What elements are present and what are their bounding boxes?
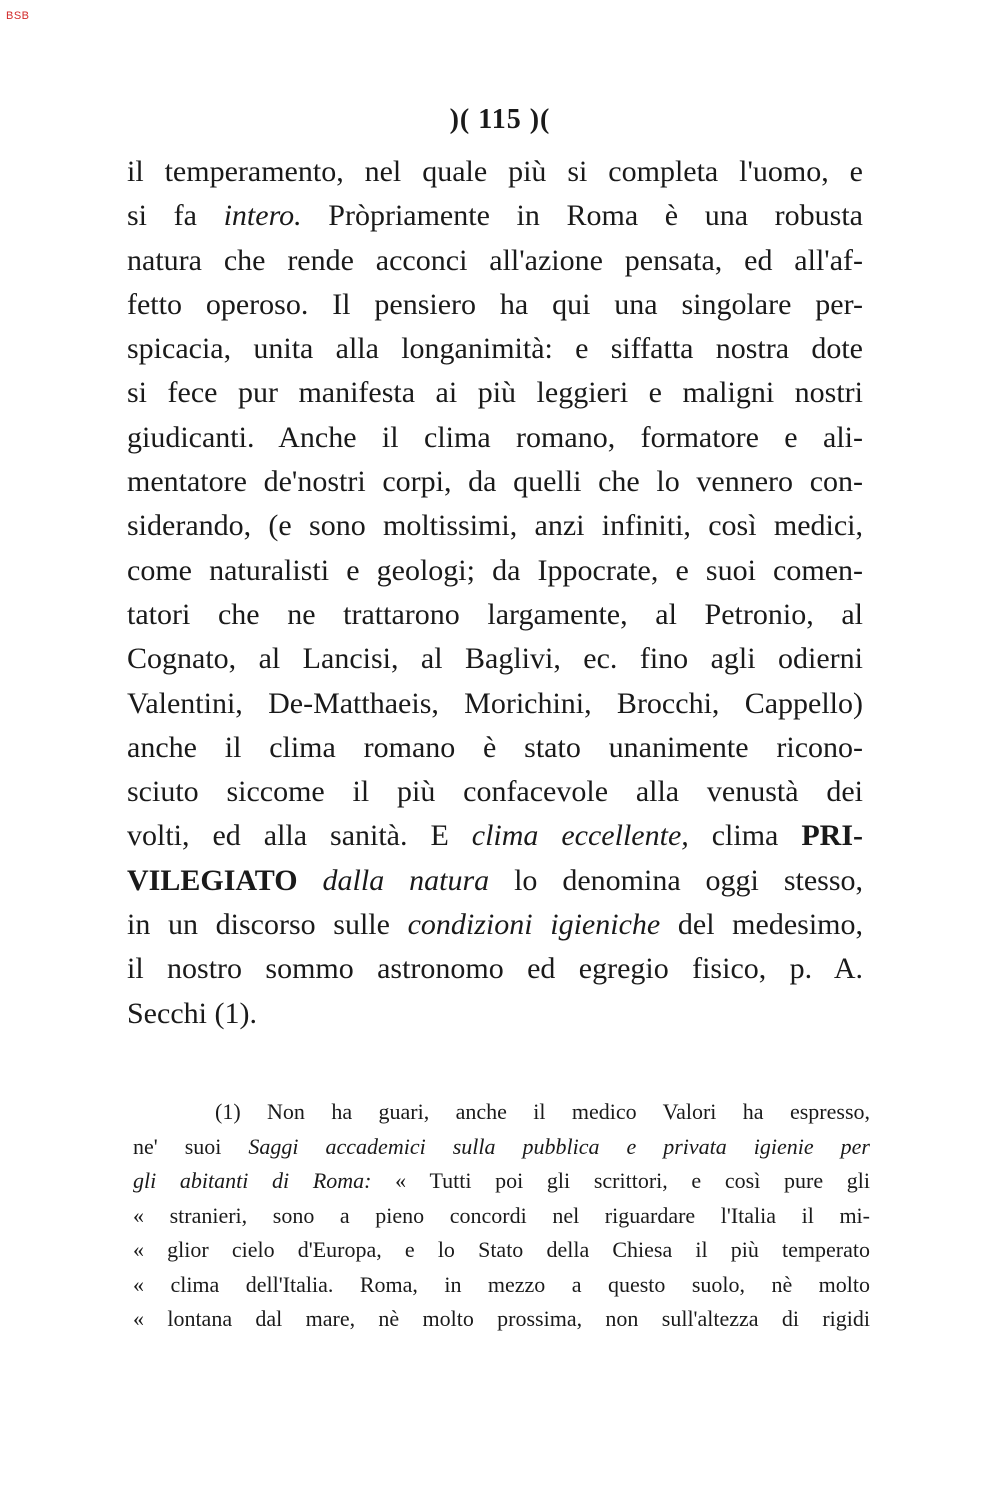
footnote-line bbox=[133, 1233, 870, 1268]
text-segment: clima eccellente, bbox=[471, 819, 689, 853]
text-segment: lo denomina oggi stesso, bbox=[489, 863, 863, 897]
text-segment: « Tutti poi gli scrittori, e così pure gli bbox=[371, 1168, 870, 1193]
text-line bbox=[127, 637, 863, 681]
text-segment: « clima dell'Italia. Roma, in mezzo a questo suolo, nè molto bbox=[133, 1271, 870, 1297]
text-segment: volti, ed alla sanità. E bbox=[127, 819, 472, 853]
footnote-line bbox=[133, 1095, 870, 1130]
main-text-block bbox=[127, 150, 863, 1036]
text-line bbox=[127, 903, 863, 947]
text-segment: gli abitanti di Roma: bbox=[133, 1168, 372, 1193]
text-segment: giudicanti. Anche il clima romano, formatore e ali- bbox=[127, 420, 863, 454]
text-segment: si fa bbox=[127, 199, 224, 233]
text-line bbox=[127, 814, 863, 858]
text-line bbox=[127, 549, 863, 593]
text-segment: natura che rende acconci all'azione pensata, ed all'af- bbox=[127, 243, 863, 277]
text-segment: VILEGIATO bbox=[127, 863, 298, 897]
text-segment: clima bbox=[688, 819, 802, 853]
text-segment: anche il clima romano è stato unanimente ricono- bbox=[127, 730, 863, 764]
footnote-block bbox=[133, 1095, 870, 1337]
text-segment: ne' suoi bbox=[133, 1133, 249, 1159]
text-segment: intero. bbox=[223, 199, 302, 233]
text-segment: Cognato, al Lancisi, al Baglivi, ec. fino agli odierni bbox=[127, 642, 863, 676]
text-segment: spicacia, unita alla longanimità: e siffatta nostra dote bbox=[127, 332, 863, 366]
text-segment: come naturalisti e geologi; da Ippocrate, e suoi comen- bbox=[127, 553, 863, 587]
text-segment bbox=[298, 864, 323, 897]
footnote-line bbox=[133, 1268, 870, 1303]
text-segment: Pròpriamente in Roma è una robusta bbox=[301, 199, 863, 233]
text-segment: tatori che ne trattarono largamente, al Petronio, al bbox=[127, 597, 863, 631]
text-line bbox=[127, 150, 863, 194]
text-line bbox=[127, 682, 863, 726]
text-line bbox=[127, 504, 863, 548]
text-line bbox=[127, 371, 863, 415]
text-line bbox=[127, 593, 863, 637]
text-line bbox=[127, 947, 863, 991]
text-segment: il temperamento, nel quale più si completa l'uomo, e bbox=[127, 155, 863, 188]
text-segment: fetto operoso. Il pensiero ha qui una singolare per- bbox=[127, 287, 863, 321]
footnote-line bbox=[133, 1164, 870, 1199]
text-segment: siderando, (e sono moltissimi, anzi infiniti, così medici, bbox=[127, 509, 863, 543]
text-line bbox=[127, 327, 863, 371]
text-segment: dalla natura bbox=[322, 863, 490, 897]
text-segment: mentatore de'nostri corpi, da quelli che lo vennero con- bbox=[127, 465, 863, 499]
text-segment: (1) Non ha guari, anche il medico Valori ha espresso, bbox=[215, 1099, 870, 1124]
text-segment: il nostro sommo astronomo ed egregio fisico, p. A. bbox=[127, 952, 863, 986]
text-segment: Saggi accademici sulla pubblica e privata igienie per bbox=[248, 1133, 870, 1159]
text-line bbox=[127, 194, 863, 238]
text-line bbox=[127, 770, 863, 814]
text-segment: del medesimo, bbox=[660, 908, 863, 942]
text-segment: in un discorso sulle bbox=[127, 908, 408, 942]
text-line bbox=[127, 992, 863, 1036]
text-line bbox=[127, 726, 863, 770]
library-watermark: BSB bbox=[6, 10, 30, 22]
text-line bbox=[127, 239, 863, 283]
text-segment: sciuto siccome il più confacevole alla venustà dei bbox=[127, 775, 863, 809]
text-segment: « lontana dal mare, nè molto prossima, non sull'altezza di rigidi bbox=[133, 1306, 870, 1331]
text-segment: si fece pur manifesta ai più leggieri e maligni nostri bbox=[127, 376, 863, 410]
text-line bbox=[127, 283, 863, 327]
text-segment: Valentini, De-Matthaeis, Morichini, Brocchi, Cappello) bbox=[127, 686, 863, 720]
text-segment: PRI- bbox=[801, 819, 863, 853]
text-line bbox=[127, 416, 863, 460]
footnote-line bbox=[133, 1199, 870, 1234]
text-segment: « stranieri, sono a pieno concordi nel riguardare l'Italia il mi- bbox=[133, 1202, 870, 1228]
text-segment: « glior cielo d'Europa, e lo Stato della Chiesa il più temperato bbox=[133, 1237, 870, 1262]
text-segment: Secchi (1). bbox=[127, 996, 257, 1030]
page-number: )( 115 )( bbox=[449, 104, 551, 135]
footnote-line bbox=[133, 1302, 870, 1337]
footnote-line bbox=[133, 1130, 870, 1165]
text-line bbox=[127, 460, 863, 504]
text-line bbox=[127, 859, 863, 903]
text-segment: condizioni igieniche bbox=[407, 908, 661, 942]
